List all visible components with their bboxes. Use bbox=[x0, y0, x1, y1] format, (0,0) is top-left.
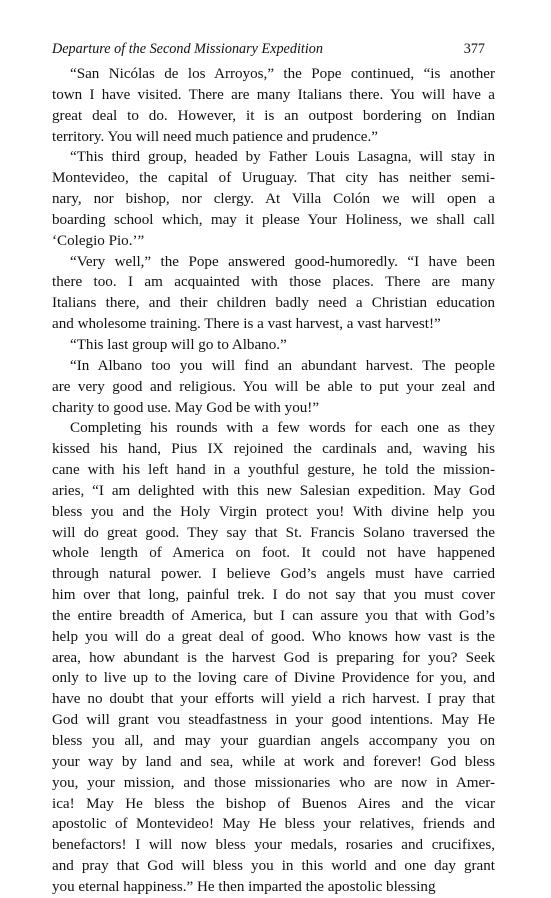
text-line: whole length of America on foot. It could not have happened bbox=[52, 545, 495, 562]
text-line: aries, “I am delighted with this new Salesian expedition. May God bbox=[52, 482, 495, 499]
text-line: apostolic of Montevideo! May He bless your relatives, friends and bbox=[52, 816, 495, 833]
running-title: Departure of the Second Missionary Expedition bbox=[52, 41, 323, 57]
text-line: boarding school which, may it please Your Holiness, we shall call bbox=[52, 211, 495, 228]
text-line: town I have visited. There are many Italians there. You will have a bbox=[52, 86, 495, 103]
text-line: help you will do a great deal of good. Who knows how vast is the bbox=[52, 628, 495, 645]
text-line: benefactors! I will now bless your medals, rosaries and crucifixes, bbox=[52, 837, 495, 854]
text-line: you, your mission, and those missionaries who are now in Amer- bbox=[52, 774, 495, 791]
text-line: Montevideo, the capital of Uruguay. That city has neither semi- bbox=[52, 170, 495, 187]
text-line: “In Albano too you will find an abundant harvest. The people bbox=[70, 357, 495, 374]
text-line: bless you all, and may your guardian angels accompany you on bbox=[52, 733, 495, 749]
text-line: Completing his rounds with a few words for each one as they bbox=[70, 420, 495, 437]
text-line: will do great good. They say that St. Francis Solano traversed the bbox=[52, 524, 495, 541]
page-number: 377 bbox=[463, 41, 485, 57]
text-line: and pray that God will bless you in this world and one day grant bbox=[52, 858, 495, 875]
text-line: ica! May He bless the bishop of Buenos Aires and the vicar bbox=[52, 795, 495, 812]
text-line: nary, nor bishop, nor clergy. At Villa Colón we will open a bbox=[52, 191, 495, 208]
text-line: cane with his left hand in a youthful gesture, he told the mission- bbox=[52, 462, 495, 479]
paragraph bbox=[52, 252, 495, 335]
paragraph bbox=[52, 64, 495, 147]
text-line: only to live up to the loving care of Divine Providence for you, and bbox=[52, 670, 495, 687]
text-line: through natural power. I believe God’s angels must have carried bbox=[52, 566, 495, 583]
text-line: Italians there, and their children badly need a Christian education bbox=[52, 295, 495, 312]
text-line: are very good and religious. You will be able to put your zeal and bbox=[52, 378, 495, 395]
text-line: area, how abundant is the harvest God is preparing for you? Seek bbox=[52, 649, 495, 666]
text-line: your way by land and sea, while at work and forever! God bless bbox=[52, 753, 495, 770]
paragraph bbox=[52, 335, 495, 356]
text-line: kissed his hand, Pius IX rejoined the cardinals and, waving his bbox=[52, 441, 495, 458]
text-line: territory. You will need much patience and prudence.” bbox=[52, 128, 378, 145]
paragraph bbox=[52, 356, 495, 419]
running-head bbox=[52, 40, 495, 58]
text-line: there too. I am acquainted with those places. There are many bbox=[52, 274, 495, 291]
text-line: “This third group, headed by Father Louis Lasagna, will stay in bbox=[70, 149, 495, 166]
text-line: “Very well,” the Pope answered good-humoredly. “I have been bbox=[70, 253, 495, 270]
text-line: ‘Colegio Pio.’” bbox=[52, 232, 145, 249]
book-page bbox=[52, 40, 495, 898]
paragraph bbox=[52, 147, 495, 251]
text-line: charity to good use. May God be with you!” bbox=[52, 399, 320, 416]
text-line: “This last group will go to Albano.” bbox=[70, 336, 287, 353]
paragraph bbox=[52, 418, 495, 897]
text-line: him over that long, painful trek. I do not say that you must cover bbox=[52, 587, 495, 604]
body-text bbox=[52, 64, 495, 898]
text-line: have no doubt that your efforts will yield a rich harvest. I pray that bbox=[52, 691, 495, 708]
text-line: the entire breadth of America, but I can assure you that with God’s bbox=[52, 607, 495, 624]
text-line: and wholesome training. There is a vast harvest, a vast harvest!” bbox=[52, 316, 441, 333]
text-line: great deal to do. However, it is an outpost bordering on Indian bbox=[52, 107, 495, 124]
text-line: God will grant vou steadfastness in your good intentions. May He bbox=[52, 712, 495, 729]
text-line: you eternal happiness.” He then imparted the apostolic blessing bbox=[52, 878, 436, 895]
text-line: bless you and the Holy Virgin protect you! With divine help you bbox=[52, 503, 495, 520]
text-line: “San Nicólas de los Arroyos,” the Pope continued, “is another bbox=[70, 66, 495, 82]
